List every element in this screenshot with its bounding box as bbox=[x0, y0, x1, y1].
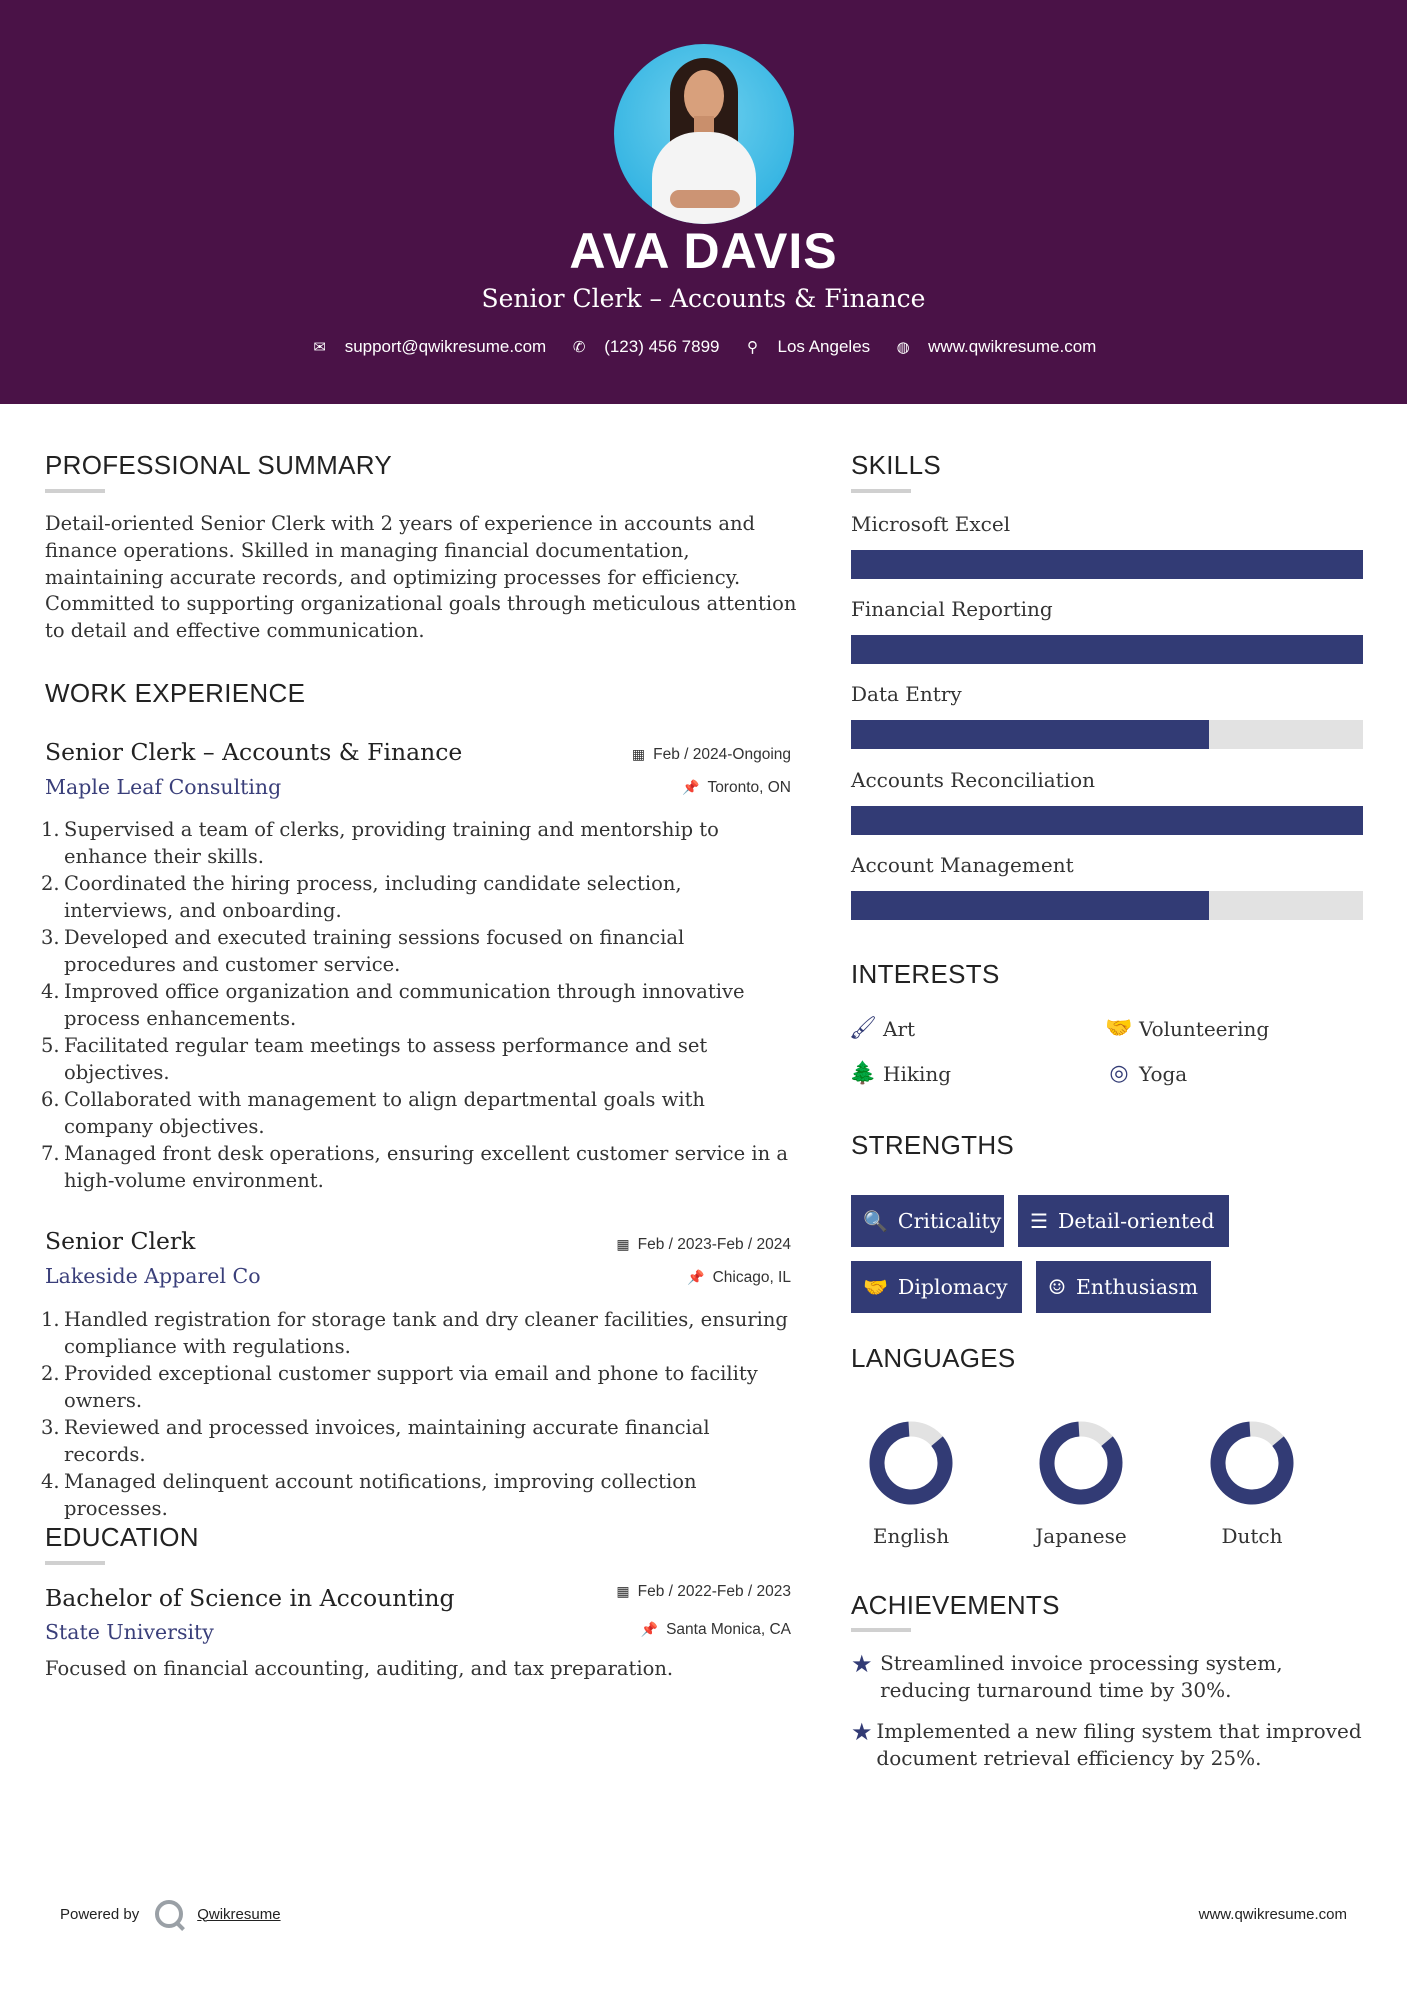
handshake-icon: 🤝 bbox=[863, 1275, 888, 1299]
skill-label: Accounts Reconciliation bbox=[851, 768, 1095, 792]
map-pin-icon: ⚲ bbox=[747, 339, 759, 356]
list-item: Improved office organization and communication through innovative process enhancements. bbox=[64, 980, 745, 1030]
education-dates-text: Feb / 2022-Feb / 2023 bbox=[637, 1583, 791, 1600]
pin-icon: 📌 bbox=[682, 779, 700, 795]
candidate-name: AVA DAVIS bbox=[569, 223, 838, 279]
achievement-item bbox=[851, 1718, 1371, 1772]
calendar-icon: ▦ bbox=[631, 746, 646, 762]
strength-label: Detail-oriented bbox=[1057, 1209, 1215, 1233]
strength-badge bbox=[851, 1195, 1004, 1247]
job-dates bbox=[616, 1236, 791, 1254]
search-icon: 🔍 bbox=[863, 1209, 888, 1233]
list-item: Managed delinquent account notifications, improving collection processes. bbox=[64, 1470, 697, 1520]
list-item: Handled registration for storage tank and dry cleaner facilities, ensuring compliance with regulations. bbox=[64, 1308, 788, 1358]
skill-bar bbox=[851, 550, 1363, 579]
language-donut-chart bbox=[866, 1418, 956, 1508]
degree-title: Bachelor of Science in Accounting bbox=[45, 1584, 455, 1612]
interest-label: Yoga bbox=[1139, 1061, 1188, 1086]
interest-label: Volunteering bbox=[1139, 1016, 1270, 1041]
envelope-icon: ✉ bbox=[313, 339, 326, 356]
language-label: English bbox=[872, 1524, 950, 1548]
language-donut-chart bbox=[1207, 1418, 1297, 1508]
list-item: Developed and executed training sessions focused on financial procedures and customer service. bbox=[64, 926, 685, 976]
section-divider bbox=[851, 1628, 911, 1632]
job-company: Maple Leaf Consulting bbox=[45, 775, 282, 799]
job-dates-text: Feb / 2023-Feb / 2024 bbox=[637, 1236, 791, 1253]
job-duties-list bbox=[45, 1306, 795, 1522]
job-location-text: Chicago, IL bbox=[712, 1269, 791, 1286]
job-dates-text: Feb / 2024-Ongoing bbox=[653, 746, 791, 763]
strength-badge bbox=[1018, 1195, 1229, 1247]
strength-badge bbox=[1036, 1261, 1211, 1313]
contact-location bbox=[744, 337, 871, 357]
contact-phone[interactable] bbox=[570, 337, 719, 357]
strength-label: Enthusiasm bbox=[1075, 1275, 1199, 1299]
list-icon: ☰ bbox=[1030, 1209, 1048, 1233]
education-dates bbox=[616, 1583, 791, 1601]
job-duties-list bbox=[45, 816, 795, 1194]
strengths-heading: STRENGTHS bbox=[851, 1130, 1015, 1160]
language-donut bbox=[861, 1418, 961, 1508]
contact-location-text: Los Angeles bbox=[777, 337, 871, 356]
footer-website-link[interactable]: www.qwikresume.com bbox=[1198, 1906, 1347, 1923]
language-donut bbox=[1202, 1418, 1302, 1508]
skill-bar bbox=[851, 806, 1363, 835]
candidate-title: Senior Clerk – Accounts & Finance bbox=[481, 284, 926, 313]
resume-header bbox=[0, 0, 1407, 404]
language-donut bbox=[1031, 1418, 1131, 1508]
achievement-text: Implemented a new filing system that improved document retrieval efficiency by 25%. bbox=[876, 1719, 1362, 1770]
contact-website[interactable] bbox=[894, 337, 1096, 357]
skill-label: Financial Reporting bbox=[851, 597, 1053, 621]
globe-icon: ◍ bbox=[896, 339, 910, 356]
experience-heading: WORK EXPERIENCE bbox=[45, 678, 306, 708]
list-item: Managed front desk operations, ensuring excellent customer service in a high-volume environment. bbox=[64, 1142, 788, 1192]
languages-heading: LANGUAGES bbox=[851, 1343, 1016, 1373]
language-label: Japanese bbox=[1035, 1524, 1127, 1548]
skills-heading: SKILLS bbox=[851, 450, 941, 480]
strength-badge bbox=[851, 1261, 1022, 1313]
list-item: Collaborated with management to align departmental goals with company objectives. bbox=[64, 1088, 705, 1138]
job-location bbox=[682, 779, 791, 797]
language-donut-chart bbox=[1036, 1418, 1126, 1508]
avatar bbox=[614, 44, 794, 224]
interest-label: Art bbox=[883, 1016, 916, 1041]
job-title: Senior Clerk bbox=[45, 1227, 196, 1255]
skill-label: Microsoft Excel bbox=[851, 512, 1011, 536]
star-icon: ★ bbox=[851, 1718, 873, 1746]
skill-bar bbox=[851, 635, 1363, 664]
job-title: Senior Clerk – Accounts & Finance bbox=[45, 738, 463, 766]
interests-heading: INTERESTS bbox=[851, 959, 1000, 989]
job-company: Lakeside Apparel Co bbox=[45, 1264, 261, 1288]
interest-item bbox=[1104, 1061, 1187, 1086]
skill-label: Data Entry bbox=[851, 682, 962, 706]
list-item: Reviewed and processed invoices, maintaining accurate financial records. bbox=[64, 1416, 710, 1466]
skill-label: Account Management bbox=[851, 853, 1074, 877]
contact-phone-text: (123) 456 7899 bbox=[604, 337, 720, 356]
interest-item bbox=[848, 1016, 915, 1041]
contact-email[interactable] bbox=[311, 337, 547, 357]
job-location-text: Toronto, ON bbox=[707, 779, 791, 796]
life-ring-icon: ◎ bbox=[1109, 1061, 1129, 1086]
tree-icon: 🌲 bbox=[849, 1061, 877, 1086]
calendar-icon: ▦ bbox=[616, 1583, 630, 1599]
job-location bbox=[687, 1269, 791, 1287]
skill-bar-fill bbox=[851, 550, 1363, 579]
skill-bar-fill bbox=[851, 720, 1209, 749]
education-location bbox=[641, 1621, 791, 1639]
contact-website-text: www.qwikresume.com bbox=[928, 337, 1097, 356]
strength-label: Criticality bbox=[897, 1209, 1002, 1233]
list-item: Coordinated the hiring process, including candidate selection, interviews, and onboarding. bbox=[64, 872, 682, 922]
achievement-text: Streamlined invoice processing system, reducing turnaround time by 30%. bbox=[880, 1651, 1283, 1702]
skill-bar bbox=[851, 720, 1363, 749]
education-description: Focused on financial accounting, auditing, and tax preparation. bbox=[45, 1657, 674, 1680]
list-item: Provided exceptional customer support via email and phone to facility owners. bbox=[64, 1362, 758, 1412]
qwikresume-link[interactable]: Qwikresume bbox=[197, 1905, 281, 1923]
skill-bar bbox=[851, 891, 1363, 920]
job-dates bbox=[632, 746, 791, 764]
contact-email-text: support@qwikresume.com bbox=[344, 337, 547, 356]
skill-bar-fill bbox=[851, 806, 1363, 835]
summary-heading: PROFESSIONAL SUMMARY bbox=[45, 450, 392, 480]
star-icon: ★ bbox=[851, 1650, 873, 1678]
phone-icon: ✆ bbox=[572, 339, 586, 356]
handshake-icon: 🤝 bbox=[1105, 1016, 1133, 1041]
language-label: Dutch bbox=[1221, 1524, 1283, 1548]
interest-item bbox=[848, 1061, 951, 1086]
skill-bar-fill bbox=[851, 891, 1209, 920]
list-item: Supervised a team of clerks, providing training and mentorship to enhance their skills. bbox=[64, 818, 719, 868]
education-heading: EDUCATION bbox=[45, 1522, 199, 1552]
powered-by-text: Powered by bbox=[60, 1905, 140, 1923]
school-name: State University bbox=[45, 1620, 214, 1644]
qwikresume-logo-icon bbox=[155, 1900, 183, 1928]
interest-label: Hiking bbox=[883, 1061, 952, 1086]
contact-bar bbox=[0, 337, 1407, 357]
achievement-item bbox=[851, 1650, 1371, 1704]
achievements-heading: ACHIEVEMENTS bbox=[851, 1590, 1060, 1620]
calendar-icon: ▦ bbox=[616, 1236, 630, 1252]
list-item: Facilitated regular team meetings to assess performance and set objectives. bbox=[64, 1034, 708, 1084]
interest-item bbox=[1104, 1016, 1269, 1041]
section-divider bbox=[851, 489, 911, 493]
footer-branding bbox=[60, 1900, 281, 1928]
section-divider bbox=[45, 1561, 105, 1565]
paintbrush-icon: 🖌 bbox=[849, 1016, 877, 1041]
smile-icon: ☺ bbox=[1048, 1275, 1066, 1299]
summary-text: Detail-oriented Senior Clerk with 2 years of experience in accounts and finance operations. Skilled in managing financial documentation, maintaining accurate records, and optimizing processes for efficiency. Committed to supporting organizational goals through meticulous attention to detail and effective communication. bbox=[45, 512, 797, 643]
skill-bar-fill bbox=[851, 635, 1363, 664]
pin-icon: 📌 bbox=[640, 1621, 659, 1637]
education-location-text: Santa Monica, CA bbox=[666, 1621, 791, 1638]
strength-label: Diplomacy bbox=[897, 1275, 1008, 1299]
pin-icon: 📌 bbox=[687, 1269, 705, 1285]
section-divider bbox=[45, 489, 105, 493]
